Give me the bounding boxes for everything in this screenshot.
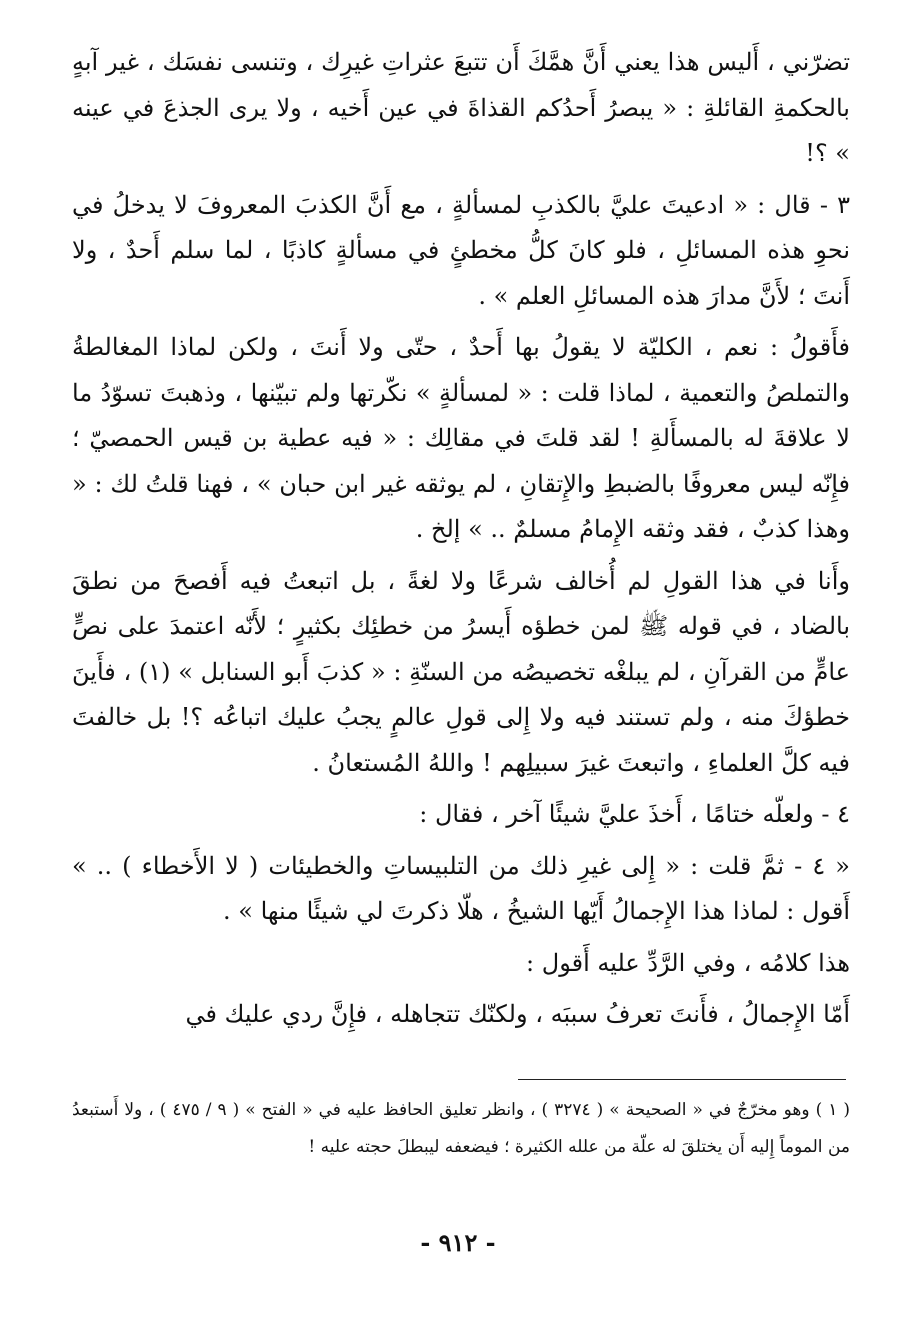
paragraph-4: وأَنا في هذا القولِ لم أُخالف شرعًا ولا لغةً ، بل اتبعتُ فيه أَفصحَ من نطقَ بالضاد ، في قوله ﷺ لمن خطؤه أَيسرُ من خطئِك بكثيرٍ ؛ لأَنّه اعتمدَ على نصٍّ عامٍّ من القرآنِ ، لم يبلغْه تخصيصُه من السنّةِ : « كذبَ أَبو السنابل » (١) ، فأَينَ خطؤكَ منه ، ولم تستند فيه ولا إِلى قولِ عالمٍ يجبُ عليك اتباعُه ؟! بل خالفتَ فيه كلَّ العلماءِ ، واتبعتَ غيرَ سبيلِهم ! واللهُ المُستعانُ . bbox=[72, 566, 851, 777]
footnote-1: ( ١ ) وهو مخرّجٌ في « الصحيحة » ( ٣٢٧٤ ) ، وانظر تعليق الحافظ عليه في « الفتح » ( ٩ / ٤٧٥ ) ، ولا أَستبعدُ من الموماً إِليه أَن يختلقَ له علّة من علله الكثيرة ؛ فيضعفه ليبطلَ حجته عليه ! bbox=[72, 1100, 850, 1157]
paragraph-6: « ٤ - ثمَّ قلت : « إِلى غيرِ ذلك من التلبيساتِ والخطيئات ( لا الأَخطاء ) .. » أَقول : لماذا هذا الإِجمالُ أَيّها الشيخُ ، هلّا ذكرتَ لي شيئًا منها » . bbox=[72, 851, 850, 925]
paragraph-5: ٤ - ولعلّه ختامًا ، أَخذَ عليَّ شيئًا آخر ، فقال : bbox=[419, 800, 850, 828]
page-number: - ٩١٢ - bbox=[420, 1228, 496, 1257]
paragraph-2: ٣ - قال : « ادعيتَ عليَّ بالكذبِ لمسألةٍ ، مع أَنَّ الكذبَ المعروفَ لا يدخلُ في نحوِ هذه المسائلِ ، فلو كانَ كلُّ مخطئٍ في مسألةٍ كاذبًا ، لما سلم أَحدٌ ، ولا أَنتَ ؛ لأَنَّ مدارَ هذه المسائلِ العلم » . bbox=[72, 190, 850, 310]
paragraph-1: تضرّني ، أَليس هذا يعني أَنَّ همَّكَ أَن تتبعَ عثراتِ غيرِك ، وتنسى نفسَك ، غير آبهٍ بالحكمةِ القائلةِ : « يبصرُ أَحدُكم القذاةَ في عين أَخيه ، ولا يرى الجذعَ في عينه » ؟! bbox=[72, 48, 850, 167]
paragraph-7: هذا كلامُه ، وفي الرَّدِّ عليه أَقول : bbox=[526, 948, 850, 977]
footnote-divider bbox=[518, 1079, 846, 1080]
page-body bbox=[72, 40, 850, 1044]
footnotes bbox=[72, 1092, 850, 1166]
paragraph-8: أَمّا الإِجمالُ ، فأَنتَ تعرفُ سببَه ، ولكنّك تتجاهله ، فإِنَّ ردي عليك في bbox=[185, 1000, 850, 1028]
paragraph-3: فأَقولُ : نعم ، الكليّة لا يقولُ بها أَحدٌ ، حتّى ولا أَنتَ ، ولكن لماذا المغالطةُ والتملصُ والتعمية ، لماذا قلت : « لمسألةٍ » نكّرتها ولم تبيّنها ، وذهبتَ تسوّدُ ما لا علاقةَ له بالمسأَلةِ ! لقد قلتَ في مقالِك : « فيه عطية بن قيس الحمصيّ ؛ فإِنّه ليس معروفًا بالضبطِ والإِتقانِ ، لم يوثقه غير ابن حبان » ، فهنا قلتُ لك : « وهذا كذبٌ ، فقد وثقه الإِمامُ مسلمٌ .. » إلخ . bbox=[72, 333, 850, 543]
